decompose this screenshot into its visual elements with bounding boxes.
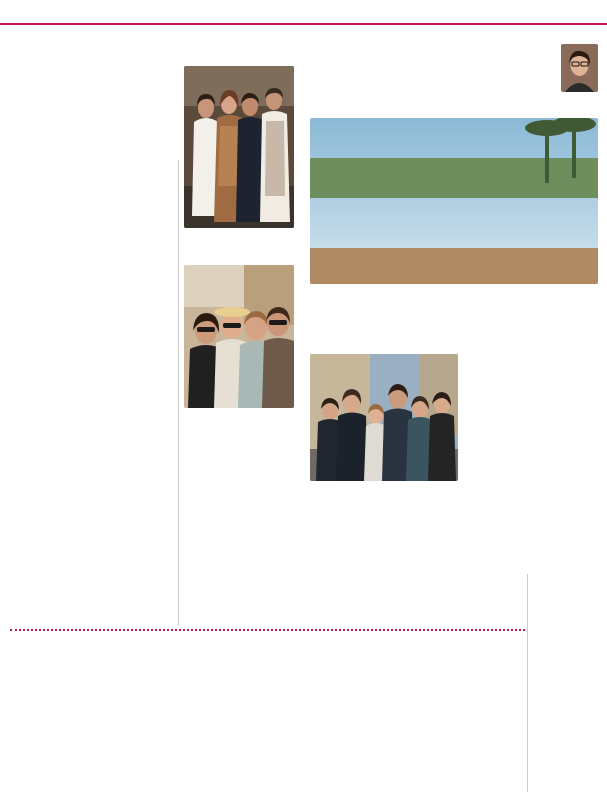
author-avatar [561, 44, 598, 92]
qr-code[interactable] [536, 718, 586, 768]
right-divider [527, 574, 528, 792]
